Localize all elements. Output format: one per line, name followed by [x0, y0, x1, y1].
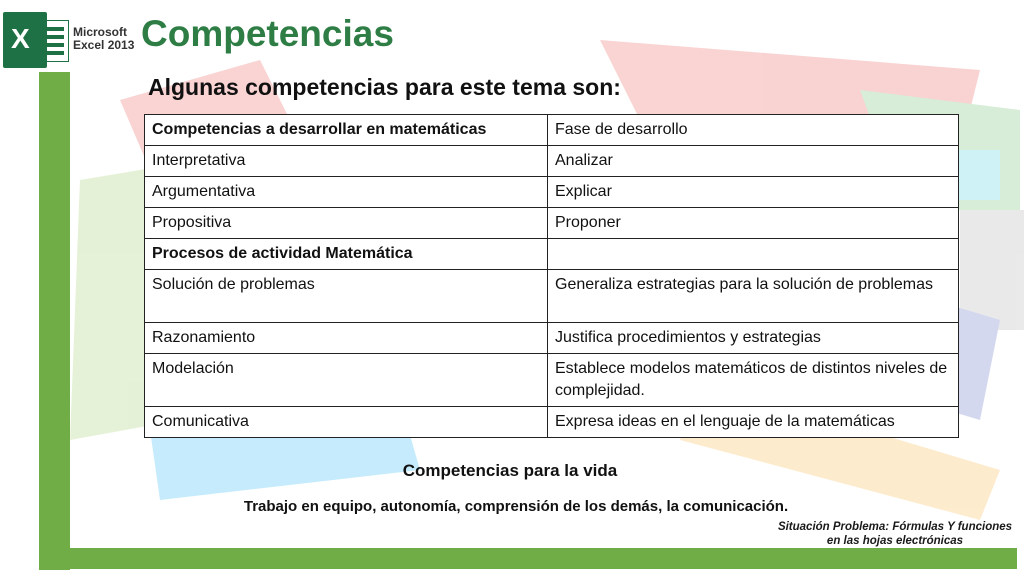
table-row: [145, 177, 959, 208]
table-cell: Explicar: [548, 177, 959, 208]
table-row: [145, 270, 959, 323]
left-accent-bar: [39, 72, 70, 570]
table-cell: Argumentativa: [145, 177, 548, 208]
competencies-table: [144, 114, 959, 438]
excel-logo-letter: X: [11, 23, 30, 54]
slide-subtitle: Algunas competencias para este tema son:: [148, 74, 621, 100]
table-cell: Propositiva: [145, 208, 548, 239]
table-cell: [548, 239, 959, 270]
footer-caption: [766, 520, 1024, 548]
table-row: [145, 407, 959, 438]
table-cell: Interpretativa: [145, 146, 548, 177]
table-cell: Justifica procedimientos y estrategias: [548, 323, 959, 354]
table-row: [145, 239, 959, 270]
table-cell: Modelación: [145, 354, 548, 407]
table-cell: Analizar: [548, 146, 959, 177]
logo-line-1: Microsoft: [73, 25, 127, 39]
table-row: [145, 208, 959, 239]
footer-line-2: en las hojas electrónicas: [826, 535, 964, 547]
bottom-accent-bar: [70, 548, 1017, 569]
table-cell: Razonamiento: [145, 323, 548, 354]
excel-logo-text: [73, 26, 134, 52]
logo-line-2: Excel 2013: [73, 38, 135, 52]
footer-line-1: Situación Problema: Fórmulas Y funciones: [777, 521, 1013, 533]
table-cell: Procesos de actividad Matemática: [145, 239, 548, 270]
table-cell: Expresa ideas en el lenguaje de la matemáticas: [548, 407, 959, 438]
table-cell: Establece modelos matemáticos de distintos niveles de complejidad.: [548, 354, 959, 407]
table-cell: Solución de problemas: [145, 270, 548, 323]
table-row: [145, 146, 959, 177]
table-cell: Generaliza estrategias para la solución de problemas: [548, 270, 959, 323]
slide-title: Competencias: [141, 13, 394, 54]
table-cell: Competencias a desarrollar en matemáticas: [145, 115, 548, 146]
table-row: [145, 115, 959, 146]
table-cell: Comunicativa: [145, 407, 548, 438]
table-row: [145, 323, 959, 354]
table-row: [145, 354, 959, 407]
life-competencies-heading: Competencias para la vida: [402, 461, 618, 480]
table-cell: Proponer: [548, 208, 959, 239]
excel-logo: [3, 10, 133, 70]
life-competencies-text: Trabajo en equipo, autonomía, comprensión de los demás, la comunicación.: [243, 498, 789, 515]
table-cell: Fase de desarrollo: [548, 115, 959, 146]
excel-icon: [3, 12, 47, 68]
